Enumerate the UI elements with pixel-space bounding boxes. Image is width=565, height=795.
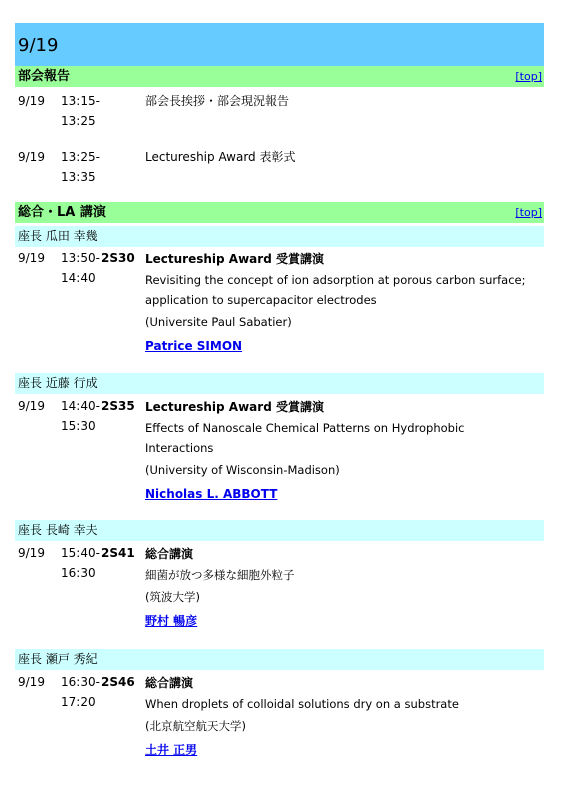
session-time <box>61 248 101 288</box>
speaker-link[interactable]: 野村 暢彦 <box>145 614 198 628</box>
time-start: 16:30- <box>61 675 100 689</box>
session-code: 2S41 <box>101 546 135 560</box>
top-link[interactable]: [top] <box>515 70 542 83</box>
session-date: 9/19 <box>18 399 45 413</box>
session-title-line: 細菌が放つ多様な細胞外粒子 <box>145 568 295 582</box>
session-category: Lectureship Award 受賞講演 <box>145 400 324 414</box>
session-time <box>61 543 101 583</box>
session-date: 9/19 <box>18 675 45 689</box>
time-start: 14:40- <box>61 399 100 413</box>
session-category: 総合講演 <box>145 547 194 561</box>
session-category: Lectureship Award 受賞講演 <box>145 252 324 266</box>
section-title: 部会報告 <box>18 69 71 84</box>
session-title-line: Interactions <box>145 441 214 455</box>
date-header: 9/19 <box>15 23 544 66</box>
chair-row: 座長 瓜田 幸幾 <box>15 226 544 247</box>
session-affiliation: (University of Wisconsin-Madison) <box>145 463 340 477</box>
speaker-link[interactable]: Nicholas L. ABBOTT <box>145 487 278 501</box>
session-time <box>61 672 101 712</box>
time-end: 17:20 <box>61 695 96 709</box>
session-title-line: Revisiting the concept of ion adsorption at porous carbon surface; <box>145 273 526 287</box>
time-start: 13:15- <box>61 94 100 108</box>
item-time <box>61 147 101 187</box>
session-affiliation: (筑波大学) <box>145 590 200 604</box>
session-title-line: application to supercapacitor electrodes <box>145 293 377 307</box>
item-date: 9/19 <box>18 94 45 108</box>
chair-row: 座長 瀬戸 秀紀 <box>15 649 544 670</box>
speaker-link[interactable]: Patrice SIMON <box>145 339 243 353</box>
time-start: 15:40- <box>61 546 100 560</box>
top-link[interactable]: [top] <box>515 206 542 219</box>
session-main <box>145 672 537 762</box>
session-affiliation: (Universite Paul Sabatier) <box>145 315 292 329</box>
session-category: 総合講演 <box>145 676 194 690</box>
session-main <box>145 248 537 358</box>
time-end: 15:30 <box>61 419 96 433</box>
item-date: 9/19 <box>18 150 45 164</box>
time-end: 16:30 <box>61 566 96 580</box>
session-code: 2S35 <box>101 399 135 413</box>
session-title-line: Effects of Nanoscale Chemical Patterns on Hydrophobic <box>145 421 465 435</box>
session-code: 2S46 <box>101 675 135 689</box>
section-header-lectures <box>15 202 544 223</box>
item-title: Lectureship Award 表彰式 <box>145 150 296 164</box>
chair-row: 座長 長崎 幸夫 <box>15 520 544 541</box>
session-date: 9/19 <box>18 546 45 560</box>
section-title: 総合・LA 講演 <box>18 205 106 220</box>
speaker-link[interactable]: 土井 正男 <box>145 743 198 757</box>
item-title: 部会長挨拶・部会現況報告 <box>145 94 290 108</box>
session-main <box>145 543 537 633</box>
section-header-bukai-report <box>15 66 544 87</box>
chair-row: 座長 近藤 行成 <box>15 373 544 394</box>
time-start: 13:50- <box>61 251 100 265</box>
time-end: 13:25 <box>61 114 96 128</box>
session-code: 2S30 <box>101 251 135 265</box>
session-time <box>61 396 101 436</box>
time-start: 13:25- <box>61 150 100 164</box>
session-date: 9/19 <box>18 251 45 265</box>
item-time <box>61 91 101 131</box>
session-title-line: When droplets of colloidal solutions dry on a substrate <box>145 697 459 711</box>
session-main <box>145 396 537 506</box>
session-affiliation: (北京航空航天大学) <box>145 719 246 733</box>
time-end: 14:40 <box>61 271 96 285</box>
time-end: 13:35 <box>61 170 96 184</box>
